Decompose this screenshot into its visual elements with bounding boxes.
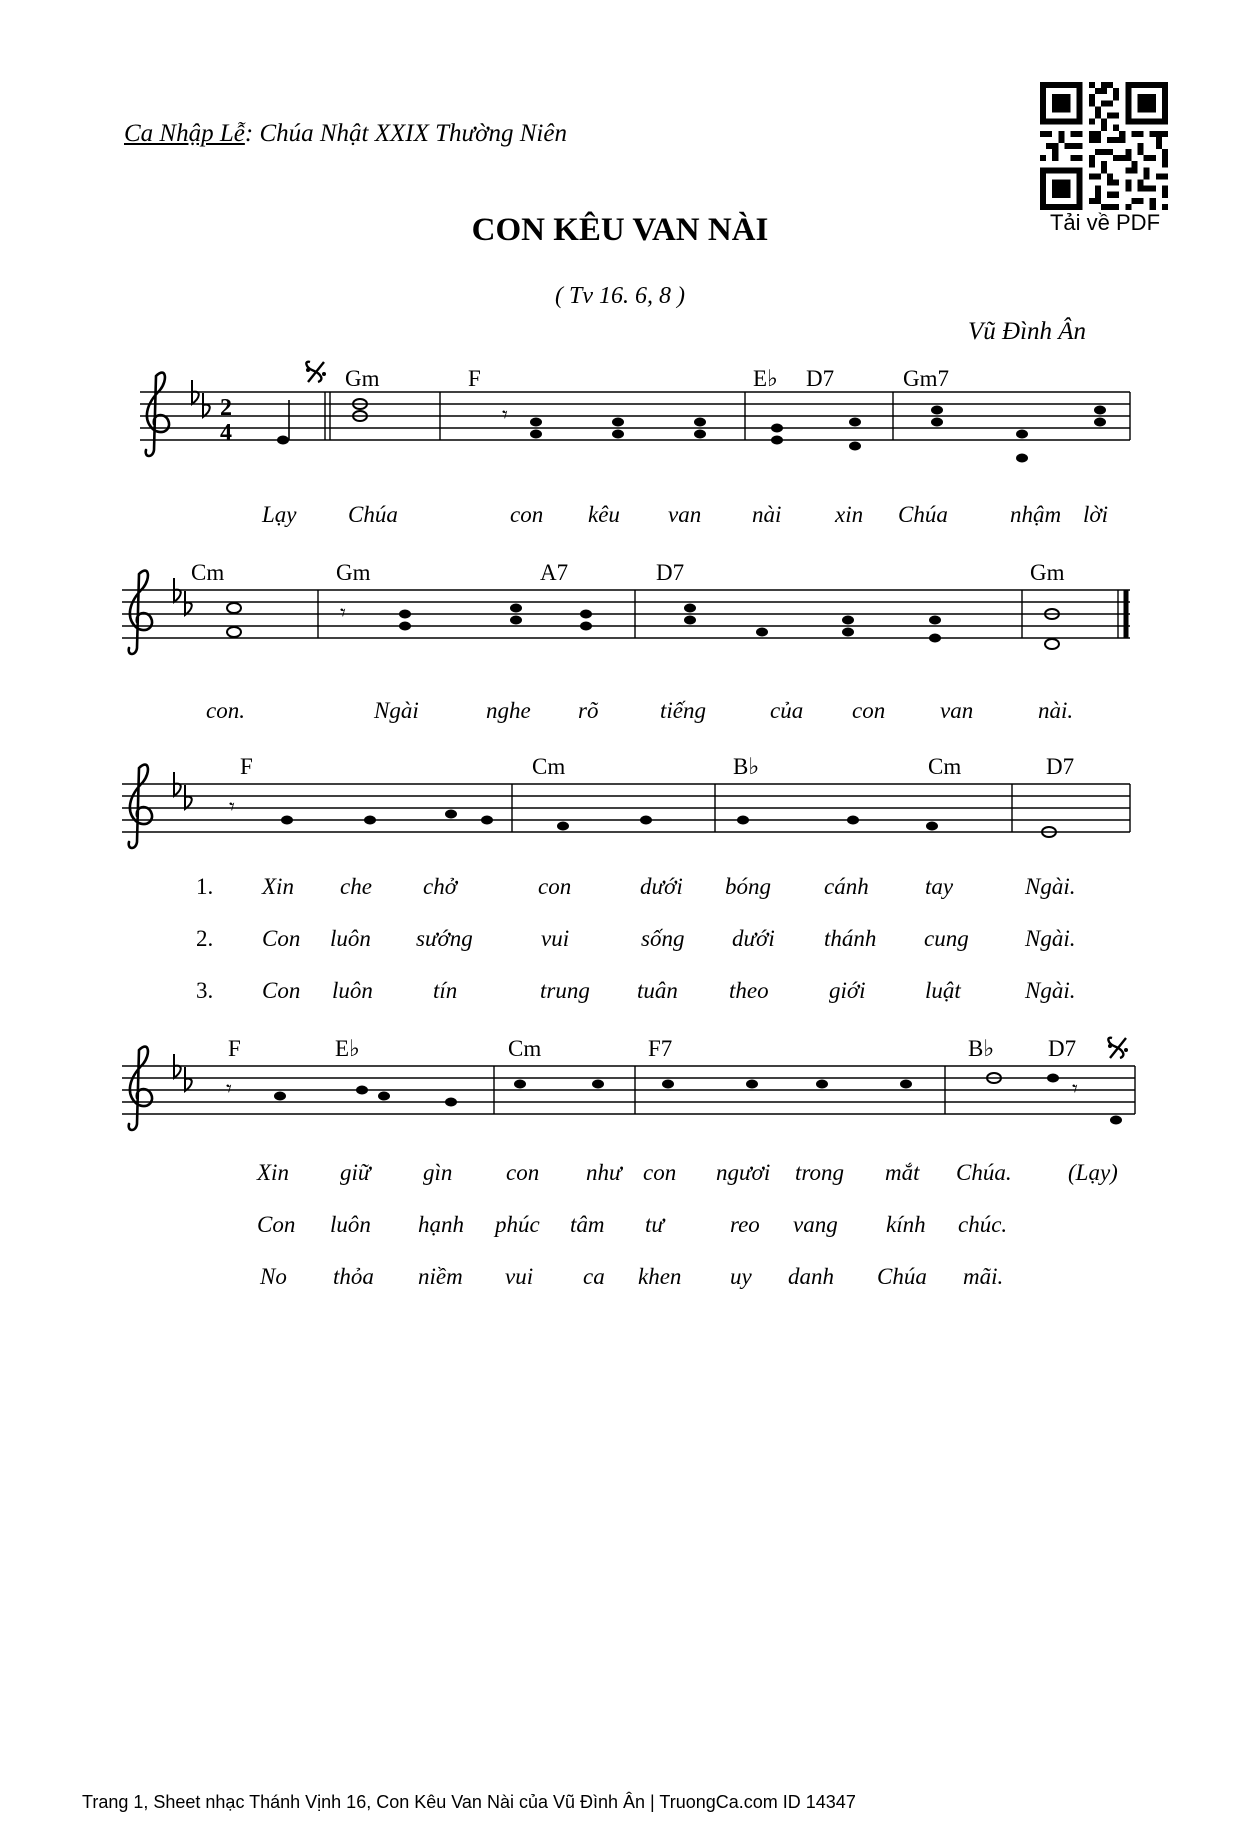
lyric-syllable: con	[538, 874, 572, 899]
chord-symbol: D7	[1046, 754, 1075, 779]
song-title: CON KÊU VAN NÀI	[471, 212, 769, 248]
lyric-syllable: phúc	[495, 1212, 540, 1237]
lyric-syllable: (Lạy)	[1068, 1160, 1118, 1185]
lyric-syllable: Con	[262, 926, 301, 951]
lyric-syllable: lời	[1083, 502, 1109, 527]
lyric-syllable: kính	[886, 1212, 926, 1237]
chord-symbol: Cm	[928, 754, 962, 779]
lyric-syllable: con.	[206, 698, 245, 723]
lyric-syllable: 3.	[196, 978, 214, 1003]
header-separator: :	[244, 120, 254, 147]
lyric-syllable: giữ	[340, 1160, 371, 1185]
lyric-syllable: thỏa	[333, 1264, 374, 1289]
lyric-syllable: trong	[795, 1160, 844, 1185]
lyric-syllable: Ngài.	[1025, 926, 1076, 951]
segno-icon	[1108, 1038, 1128, 1058]
lyric-syllable: tay	[925, 874, 954, 899]
chord-symbol: D7	[656, 560, 685, 585]
lyric-syllable: Chúa	[348, 502, 398, 527]
staff-system-1	[140, 362, 1130, 463]
lyric-syllable: con	[510, 502, 544, 527]
lyric-syllable: reo	[730, 1212, 760, 1237]
lyric-syllable: như	[586, 1160, 622, 1185]
chord-symbol: E♭	[753, 366, 778, 391]
chord-symbol: Cm	[532, 754, 566, 779]
lyric-syllable: mãi.	[963, 1264, 1004, 1289]
lyric-syllable: trung	[540, 978, 590, 1003]
chord-row-2	[191, 560, 1065, 585]
download-pdf-label[interactable]: Tải về PDF	[1049, 210, 1161, 235]
lyric-syllable: giới	[829, 978, 866, 1003]
svg-text:4: 4	[220, 420, 232, 446]
lyric-syllable: sướng	[416, 926, 473, 951]
lyric-syllable: Ngài.	[1025, 978, 1076, 1003]
lyric-syllable: theo	[729, 978, 769, 1003]
lyric-syllable: Con	[257, 1212, 296, 1237]
lyric-syllable: kêu	[588, 502, 620, 527]
lyrics-system-2	[206, 698, 1073, 723]
lyric-syllable: nhậm	[1010, 502, 1062, 527]
lyric-syllable: rõ	[578, 698, 599, 723]
lyric-syllable: vui	[541, 926, 570, 951]
chord-row-3	[240, 754, 1074, 779]
lyric-syllable: uy	[730, 1264, 752, 1289]
chord-symbol: Gm	[1030, 560, 1065, 585]
lyric-syllable: Lạy	[262, 502, 297, 527]
page-footer: Trang 1, Sheet nhạc Thánh Vịnh 16, Con Kêu Van Nài của Vũ Đình Ân | TruongCa.com ID 14347	[82, 1792, 856, 1812]
lyric-syllable: dưới	[732, 926, 775, 951]
chord-row-1	[345, 366, 949, 391]
lyric-syllable: chở	[423, 874, 457, 899]
chord-symbol: F	[228, 1036, 241, 1061]
chord-symbol: D7	[1048, 1036, 1077, 1061]
chord-symbol: B♭	[733, 754, 760, 779]
lyric-syllable: tư	[645, 1212, 664, 1237]
lyric-syllable: Xin	[262, 874, 294, 899]
lyric-syllable: con	[506, 1160, 540, 1185]
lyric-syllable: hạnh	[418, 1212, 464, 1237]
chord-symbol: F	[468, 366, 481, 391]
lyric-syllable: gìn	[423, 1160, 453, 1185]
lyric-syllable: bóng	[725, 874, 771, 899]
chord-symbol: Cm	[508, 1036, 542, 1061]
lyric-syllable: mắt	[885, 1160, 920, 1185]
lyric-syllable: danh	[788, 1264, 834, 1289]
lyric-syllable: tín	[433, 978, 458, 1003]
lyric-syllable: dưới	[640, 874, 683, 899]
lyric-syllable: luôn	[330, 926, 371, 951]
lyric-syllable: Chúa	[877, 1264, 927, 1289]
lyric-syllable: cánh	[824, 874, 869, 899]
lyric-syllable: thánh	[824, 926, 877, 951]
chord-symbol: Gm	[336, 560, 371, 585]
lyric-syllable: che	[340, 874, 372, 899]
lyric-syllable: van	[940, 698, 974, 723]
composer-name: Vũ Đình Ân	[968, 318, 1087, 345]
lyric-syllable: tiếng	[660, 698, 706, 723]
lyric-syllable: khen	[638, 1264, 682, 1289]
lyric-syllable: vui	[505, 1264, 534, 1289]
lyric-syllable: Ngài.	[1025, 874, 1076, 899]
svg-text:𝄾: 𝄾	[502, 402, 508, 427]
lyric-syllable: của	[770, 698, 804, 723]
lyric-syllable: 1.	[196, 874, 214, 899]
lyric-syllable: tâm	[570, 1212, 605, 1237]
svg-text:𝄾: 𝄾	[229, 794, 235, 819]
lyric-syllable: tuân	[637, 978, 678, 1003]
lyric-syllable: Xin	[257, 1160, 289, 1185]
staff-system-3	[122, 765, 1130, 848]
header-prefix: Ca Nhập Lễ	[124, 120, 245, 147]
lyric-syllable: luôn	[332, 978, 373, 1003]
lyric-syllable: ca	[583, 1264, 605, 1289]
svg-text:𝄾: 𝄾	[340, 600, 346, 625]
lyric-syllable: nài.	[1038, 698, 1074, 723]
lyric-syllable: Chúa.	[956, 1160, 1012, 1185]
lyric-syllable: van	[668, 502, 702, 527]
psalm-reference: ( Tv 16. 6, 8 )	[555, 283, 685, 309]
svg-text:2: 2	[220, 395, 232, 421]
lyrics-system-1	[261, 502, 1108, 527]
lyric-syllable: No	[260, 1264, 287, 1289]
lyrics-system-3	[196, 874, 1075, 1003]
lyric-syllable: vang	[793, 1212, 838, 1237]
chord-symbol: Cm	[191, 560, 225, 585]
chord-symbol: Gm	[345, 366, 380, 391]
lyric-syllable: ngươi	[716, 1160, 771, 1185]
chord-symbol: Gm7	[903, 366, 949, 391]
chord-symbol: B♭	[968, 1036, 995, 1061]
lyric-syllable: nghe	[486, 698, 531, 723]
chord-symbol: A7	[540, 560, 569, 585]
chord-symbol: F	[240, 754, 253, 779]
lyric-syllable: 2.	[196, 926, 214, 951]
header-occasion: Chúa Nhật XXIX Thường Niên	[259, 120, 567, 147]
lyric-syllable: Chúa	[898, 502, 948, 527]
lyric-syllable: chúc.	[958, 1212, 1008, 1237]
lyrics-system-4	[256, 1160, 1118, 1289]
lyric-syllable: luôn	[330, 1212, 371, 1237]
lyric-syllable: niềm	[418, 1264, 463, 1289]
lyric-syllable: nài	[752, 502, 782, 527]
staff-system-2	[122, 571, 1130, 654]
lyric-syllable: luật	[925, 978, 961, 1003]
chord-symbol: D7	[806, 366, 835, 391]
svg-text:𝄾: 𝄾	[226, 1076, 232, 1101]
segno-icon	[306, 362, 326, 382]
lyric-syllable: xin	[835, 502, 864, 527]
chord-symbol: E♭	[335, 1036, 360, 1061]
lyric-syllable: cung	[924, 926, 969, 951]
chord-row-4	[228, 1036, 1076, 1061]
lyric-syllable: con	[852, 698, 886, 723]
lyric-syllable: Con	[262, 978, 301, 1003]
chord-symbol: F7	[648, 1036, 673, 1061]
lyric-syllable: Ngài	[374, 698, 419, 723]
lyric-syllable: con	[643, 1160, 677, 1185]
lyric-syllable: sống	[641, 926, 685, 951]
svg-text:𝄾: 𝄾	[1072, 1076, 1078, 1101]
